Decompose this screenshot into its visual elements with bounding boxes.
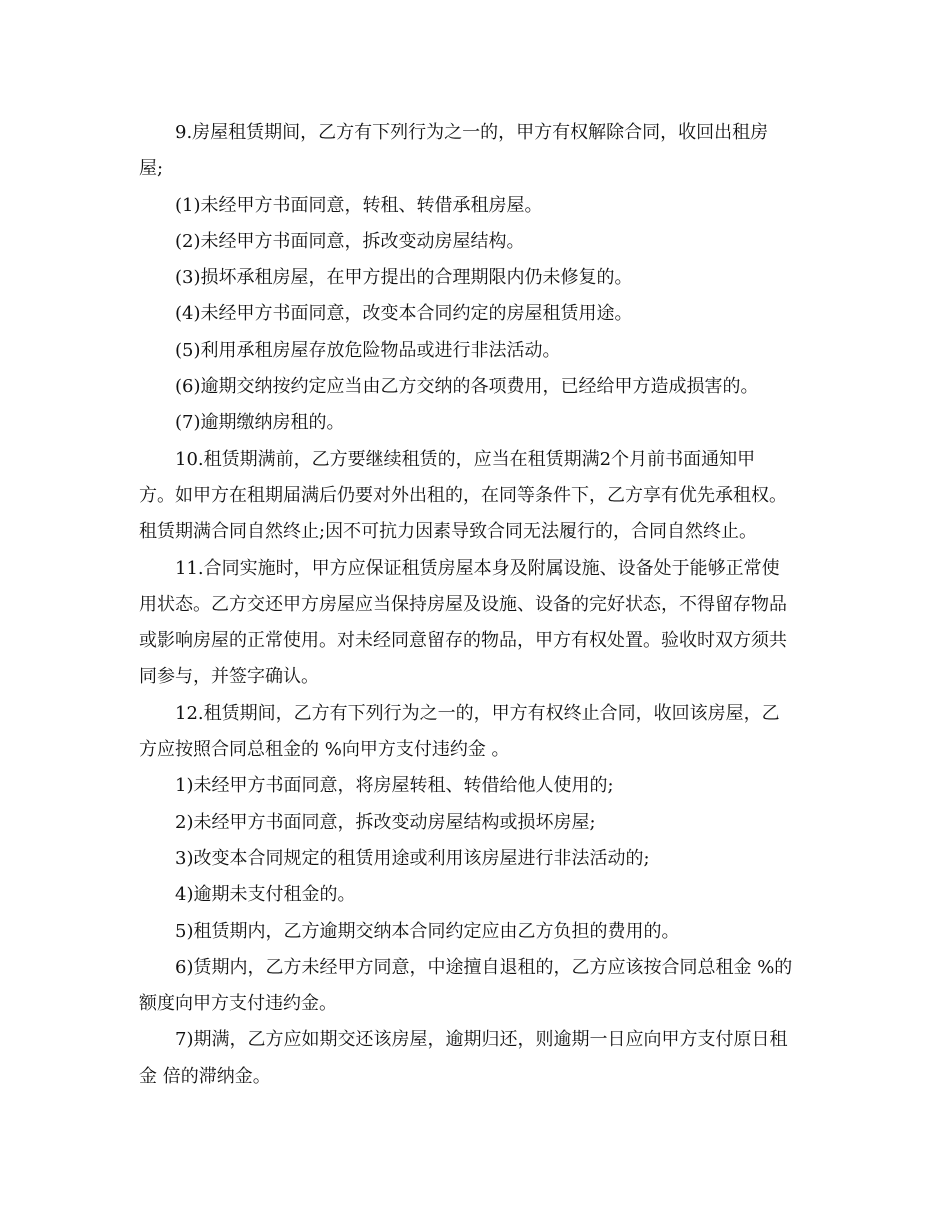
paragraph [139,768,811,804]
text-line: (6)逾期交纳按约定应当由乙方交纳的各项费用，已经给甲方造成损害的。 [175,376,759,398]
paragraph [139,551,811,696]
paragraph [139,442,811,551]
text-line: 9.房屋租赁期间，乙方有下列行为之一的，甲方有权解除合同，收回出租房 [175,122,769,143]
paragraph [139,950,811,1023]
paragraph [139,405,811,441]
text-line: 额度向甲方支付违约金。 [139,993,337,1015]
paragraph [139,260,811,296]
text-line: (4)未经甲方书面同意，改变本合同约定的房屋租赁用途。 [175,303,633,325]
paragraph [139,369,811,405]
text-line: 3)改变本合同规定的租赁用途或利用该房屋进行非法活动的; [175,847,650,869]
document-page [139,115,811,1095]
text-line: 6)赁期内，乙方未经甲方同意，中途擅自退租的，乙方应该按合同总租金 %的 [175,956,793,978]
text-line: (1)未经甲方书面同意，转租、转借承租房屋。 [175,194,543,216]
text-line: 方应按照合同总租金的 %向甲方支付违约金 。 [139,739,510,761]
text-line: 12.租赁期间，乙方有下列行为之一的，甲方有权终止合同，收回该房屋，乙 [175,702,780,724]
text-line: 租赁期满合同自然终止;因不可抗力因素导致合同无法履行的，合同自然终止。 [139,521,758,543]
text-line: 7)期满，乙方应如期交还该房屋，逾期归还，则逾期一日应向甲方支付原日租 [175,1029,788,1051]
paragraph [139,296,811,332]
text-line: (2)未经甲方书面同意，拆改变动房屋结构。 [175,230,525,252]
text-line: 同参与，并签字确认。 [139,666,319,688]
paragraph [139,1022,811,1095]
text-line: 方。如甲方在租期届满后仍要对外出租的，在同等条件下，乙方享有优先承租权。 [139,484,787,506]
text-line: (3)损坏承租房屋，在甲方提出的合理期限内仍未修复的。 [175,267,633,289]
paragraph [139,841,811,877]
paragraph [139,333,811,369]
text-line: 1)未经甲方书面同意，将房屋转租、转借给他人使用的; [175,775,614,797]
text-line: 5)租赁期内，乙方逾期交纳本合同约定应由乙方负担的费用的。 [175,920,680,942]
paragraph [139,805,811,841]
text-line: 11.合同实施时，甲方应保证租赁房屋本身及附属设施、设备处于能够正常使 [175,557,780,579]
text-line: 用状态。乙方交还甲方房屋应当保持房屋及设施、设备的完好状态，不得留存物品 [139,593,787,615]
paragraph [139,696,811,769]
paragraph [139,914,811,950]
paragraph [139,188,811,224]
text-line: 或影响房屋的正常使用。对未经同意留存的物品，甲方有权处置。验收时双方须共 [139,630,787,652]
text-line: 10.租赁期满前，乙方要继续租赁的，应当在租赁期满2个月前书面通知甲 [175,448,756,470]
text-line: (7)逾期缴纳房租的。 [175,412,345,434]
text-line: 屋; [139,158,164,180]
text-line: (5)利用承租房屋存放危险物品或进行非法活动。 [175,339,561,361]
paragraph [139,115,811,188]
text-line: 金 倍的滞纳金。 [139,1065,271,1087]
paragraph [139,877,811,913]
text-line: 2)未经甲方书面同意，拆改变动房屋结构或损坏房屋; [175,811,596,833]
paragraph [139,224,811,260]
text-line: 4)逾期未支付租金的。 [175,884,356,906]
